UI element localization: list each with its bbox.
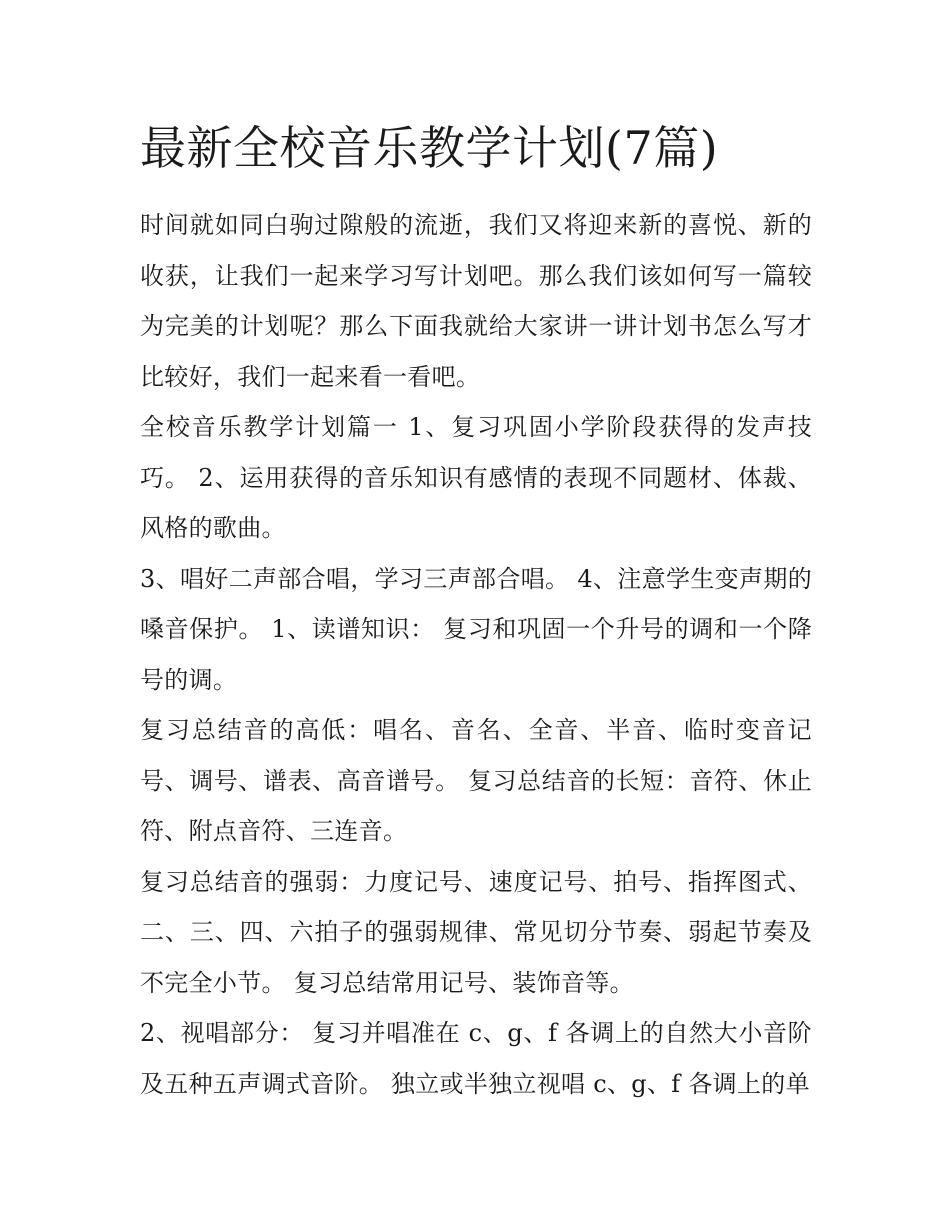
plan-section-paragraph-4: 复习总结音的强弱：力度记号、速度记号、拍号、指挥图式、二、三、四、六拍子的强弱规律、常见切分节奏、弱起节奏及不完全小节。 复习总结常用记号、装饰音等。 xyxy=(140,867,812,997)
document-page xyxy=(140,112,812,1109)
plan-section-paragraph-5: 2、视唱部分： 复习并唱准在 c、g、f 各调上的自然大小音阶及五种五声调式音阶。 独立或半独立视唱 c、g、f 各调上的单 xyxy=(140,1019,812,1098)
intro-paragraph: 时间就如同白驹过隙般的流逝，我们又将迎来新的喜悦、新的收获，让我们一起来学习写计划吧。那么我们该如何写一篇较为完美的计划呢？那么下面我就给大家讲一讲计划书怎么写才比较好，我们一起来看一看吧。 xyxy=(140,211,812,391)
plan-section-paragraph-3: 复习总结音的高低：唱名、音名、全音、半音、临时变音记号、调号、谱表、高音谱号。 复习总结音的长短：音符、休止符、附点音符、三连音。 xyxy=(140,716,812,845)
plan-section-paragraph-2: 3、唱好二声部合唱，学习三声部合唱。 4、注意学生变声期的嗓音保护。 1、读谱知识： 复习和巩固一个升号的调和一个降号的调。 xyxy=(140,564,812,694)
document-title: 最新全校音乐教学计划(7篇) xyxy=(140,121,719,175)
plan-section-paragraph-1: 全校音乐教学计划篇一 1、复习巩固小学阶段获得的发声技巧。 2、运用获得的音乐知识有感情的表现不同题材、体裁、风格的歌曲。 xyxy=(140,413,812,542)
